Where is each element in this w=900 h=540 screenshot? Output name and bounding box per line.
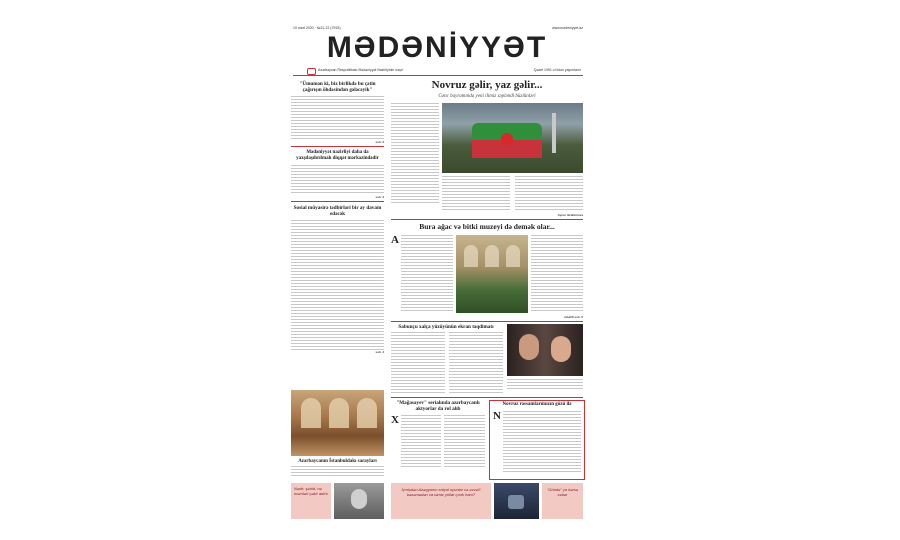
dropcap: X bbox=[391, 414, 399, 426]
film-still-photo bbox=[507, 324, 583, 376]
promo2-text: İçmişdən Azəqyanın xalçal oyunlar və əvvəl'i bəzəmədən xa təmiz yollar çıxdı hanı? bbox=[401, 487, 481, 497]
masthead-subtitle: Azərbaycan Respublikası Mədəniyyət Nazirliyinin nəşri bbox=[318, 68, 403, 72]
promo-box-2[interactable] bbox=[391, 483, 491, 519]
bottom-right-body bbox=[503, 411, 581, 473]
arch-shape bbox=[329, 398, 349, 428]
section-rule bbox=[391, 321, 583, 322]
masthead-rule bbox=[293, 75, 583, 76]
promo-box-3[interactable] bbox=[542, 483, 583, 519]
main-article-body bbox=[391, 103, 439, 203]
garden-photo bbox=[456, 235, 528, 313]
founded-line: Qəzet 1991-ci ildən yayımlanır bbox=[533, 68, 581, 72]
article4-body bbox=[291, 466, 384, 476]
ministry-logo bbox=[307, 68, 316, 75]
museum-article-body-2 bbox=[531, 235, 583, 313]
arch-shape bbox=[301, 398, 321, 428]
newspaper-page bbox=[279, 19, 594, 520]
main-article-body-3 bbox=[515, 176, 583, 210]
red-bow bbox=[501, 133, 513, 145]
masthead: MƏDƏNİYYƏT bbox=[326, 31, 548, 64]
dropcap: A bbox=[391, 234, 399, 246]
article3-body bbox=[291, 220, 384, 350]
issue-date: 19 mart 2020 · №21-22 (3763) bbox=[293, 26, 341, 30]
arch-shape bbox=[357, 398, 377, 428]
arch-shape bbox=[506, 245, 520, 267]
cinema-article-body bbox=[391, 332, 445, 394]
scene-figure bbox=[508, 495, 524, 509]
portrait-face bbox=[351, 489, 367, 509]
arch-shape bbox=[464, 245, 478, 267]
photo-caption bbox=[507, 379, 583, 391]
palace-photo bbox=[291, 390, 384, 456]
cinema-article-body-2 bbox=[449, 332, 503, 394]
main-article-body-2 bbox=[442, 176, 510, 210]
museum-headline: Bura ağac və bitki muzeyi də demək olar... bbox=[419, 222, 555, 231]
quote-headline: "Ümumən ki, biz birlikdə bu çətin çağırışın öhdəsindən gələcəyik" bbox=[299, 81, 376, 93]
article2-body bbox=[291, 165, 384, 195]
main-article-author: Aynur Ibrahimova bbox=[557, 213, 583, 217]
novruz-photo bbox=[442, 103, 583, 173]
main-subheadline: Gənc bayramında yeni ilimiz səpləndi büzlünləri bbox=[438, 94, 536, 99]
article1-author: səh. 2 bbox=[375, 140, 384, 144]
divider bbox=[291, 201, 384, 202]
promo-box-1[interactable] bbox=[291, 483, 331, 519]
actor-face bbox=[519, 334, 539, 360]
cinema-headline: Sabunçu xalça yüzüyünün ekran təqdimatı bbox=[398, 324, 494, 330]
museum-article-body bbox=[401, 235, 453, 313]
promo3-text: "Gündə" ya kərsə xəbər bbox=[546, 487, 579, 497]
article1-body bbox=[291, 96, 384, 140]
divider bbox=[291, 146, 384, 147]
main-headline: Novruz gəlir, yaz gəlir... bbox=[431, 79, 543, 91]
arch-shape bbox=[485, 245, 499, 267]
website: www.medeniyyet.az bbox=[552, 26, 583, 30]
bottom-mid-headline: "Mağasayev" serialında azərbaycanlı aktyorlar da rol alıb bbox=[396, 400, 480, 412]
dropcap: N bbox=[493, 410, 501, 422]
actress-face bbox=[551, 336, 571, 362]
portrait-photo bbox=[334, 483, 384, 519]
article3-headline: Sosial müyasirə tədbirləri bir ay davam edəcək bbox=[293, 205, 382, 217]
section-rule bbox=[391, 219, 583, 220]
lamp-post bbox=[552, 113, 556, 153]
article2-author: səh. 3 bbox=[375, 195, 384, 199]
article4-headline: Azərbaycanın İstanbuldakı sarayları bbox=[298, 459, 377, 464]
museum-author: müəllif səh. 5 bbox=[563, 315, 583, 319]
bottom-mid-body-2 bbox=[444, 415, 485, 469]
promo1-text: Nədir, şəhid, nə məmləri çəkir adını bbox=[294, 486, 328, 496]
article3-author: səh. 4 bbox=[375, 350, 384, 354]
scene-photo bbox=[494, 483, 539, 519]
section-rule bbox=[391, 397, 583, 398]
bottom-mid-body bbox=[401, 415, 441, 469]
article2-headline: Mədəniyyət nazirliyi daha da yaxşılaşdırılmalı diqqət mərkəzindədir bbox=[296, 150, 379, 161]
bottom-right-headline: Novruz rəssamlarımızın gözü ilə bbox=[502, 402, 572, 407]
